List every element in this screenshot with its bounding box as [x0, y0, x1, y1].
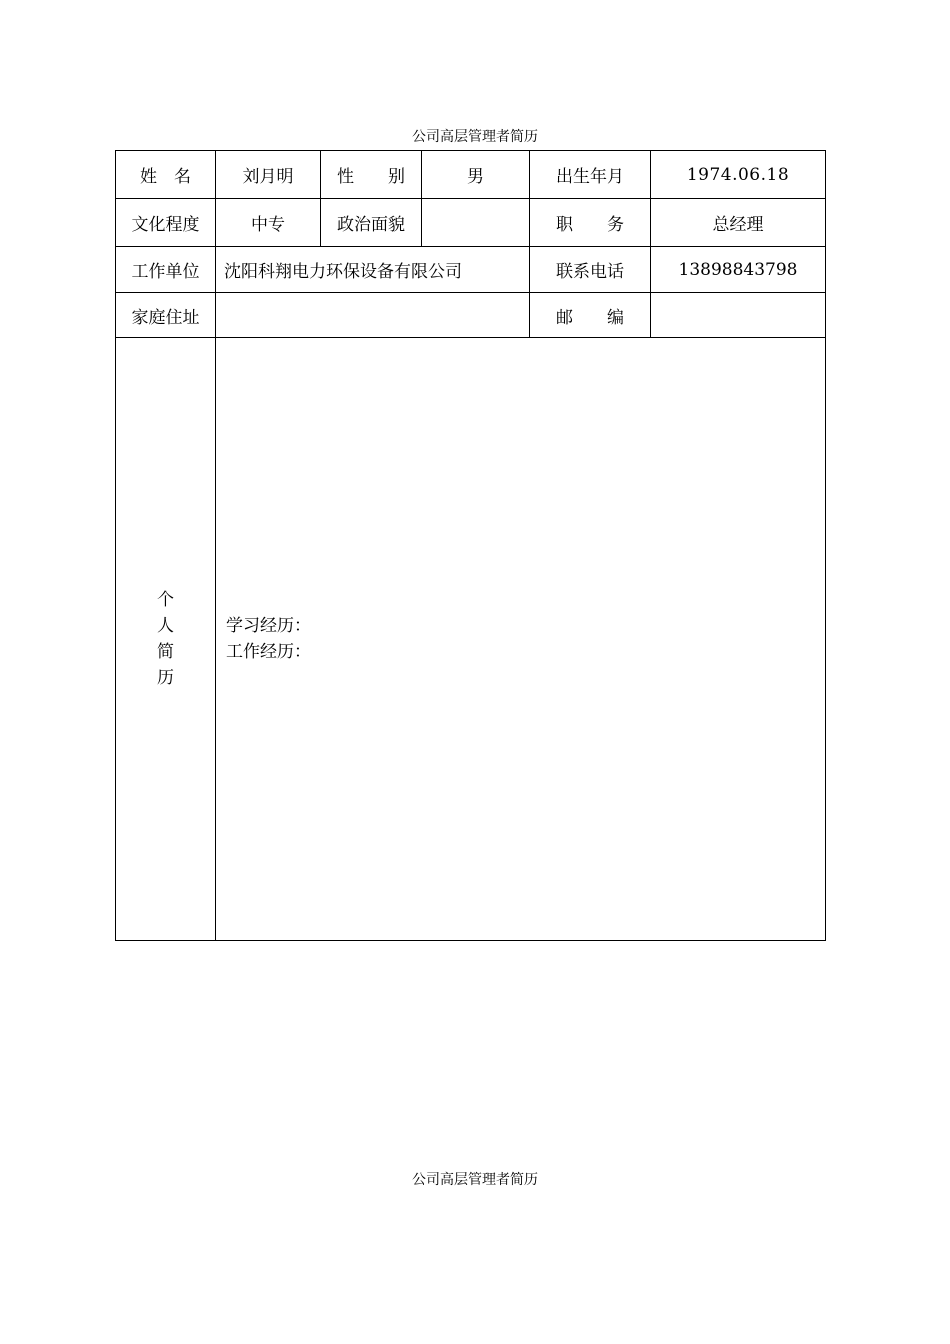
address-value	[216, 293, 530, 338]
personal-resume-label: 个人简历	[157, 590, 174, 688]
table-row	[116, 199, 826, 247]
table-row	[116, 338, 826, 941]
position-label: 职 务	[530, 199, 651, 247]
table-row	[116, 293, 826, 338]
resume-table	[115, 150, 826, 941]
position-value: 总经理	[651, 199, 826, 247]
footer-title: 公司高层管理者简历	[412, 1172, 538, 1188]
gender-value: 男	[422, 151, 530, 199]
political-label: 政治面貌	[321, 199, 422, 247]
table-row	[116, 247, 826, 293]
address-label: 家庭住址	[116, 293, 216, 338]
work-history-label: 工作经历：	[226, 642, 311, 662]
phone-label: 联系电话	[530, 247, 651, 293]
phone-value: 13898843798	[651, 247, 826, 293]
study-history-label: 学习经历：	[226, 616, 311, 636]
work-unit-label: 工作单位	[116, 247, 216, 293]
education-value: 中专	[216, 199, 321, 247]
birth-label: 出生年月	[530, 151, 651, 199]
work-unit-value: 沈阳科翔电力环保设备有限公司	[216, 247, 530, 293]
personal-resume-label-cell	[116, 338, 216, 941]
page-title: 公司高层管理者简历	[412, 129, 538, 145]
birth-value: 1974.06.18	[651, 151, 826, 199]
table-row	[116, 151, 826, 199]
name-label: 姓 名	[116, 151, 216, 199]
education-label: 文化程度	[116, 199, 216, 247]
gender-label: 性 别	[321, 151, 422, 199]
postcode-label: 邮 编	[530, 293, 651, 338]
postcode-value	[651, 293, 826, 338]
name-value: 刘月明	[216, 151, 321, 199]
personal-resume-body	[216, 338, 826, 941]
political-value	[422, 199, 530, 247]
